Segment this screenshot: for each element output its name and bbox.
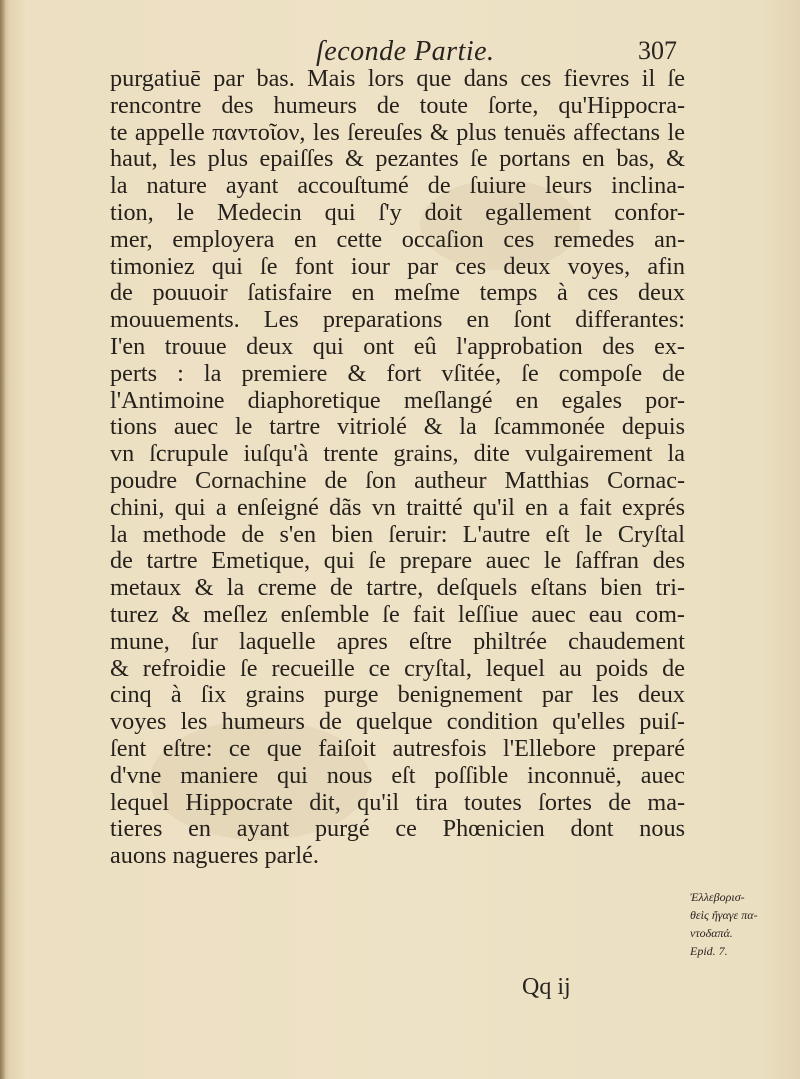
text-line: de pouuoir ſatisfaire en meſme temps à ces deux: [110, 279, 685, 307]
text-line: poudre Cornachine de ſon autheur Matthias Cornac-: [110, 466, 685, 494]
text-line: de tartre Emetique, qui ſe prepare auec le ſaffran des: [110, 547, 685, 575]
text-line: lequel Hippocrate dit, qu'il tira toutes ſortes de ma-: [110, 788, 685, 816]
page-edge-shadow: [0, 0, 6, 1079]
text-line: purgatiuē par bas. Mais lors que dans ces fievres il ſe: [110, 65, 685, 92]
text-line: metaux & la creme de tartre, deſquels eſtans bien tri-: [110, 574, 685, 602]
text-line: turez & meſlez enſemble ſe fait leſſiue auec eau com-: [110, 600, 685, 628]
text-line: la methode de s'en bien ſeruir: L'autre eſt le Cryſtal: [110, 520, 685, 548]
text-line: voyes les humeurs de quelque condition qu'elles puiſ-: [110, 708, 685, 736]
text-line: mer, employera en cette occaſion ces remedes an-: [110, 225, 685, 253]
text-line: chini, qui a enſeigné dãs vn traitté qu'il en a fait exprés: [110, 493, 685, 521]
running-head: ſeconde Partie.: [316, 36, 495, 67]
text-line: I'en trouue deux qui ont eû l'approbation des ex-: [110, 332, 685, 360]
text-line: auons nagueres parlé.: [110, 842, 319, 870]
text-line: tions auec le tartre vitriolé & la ſcammonée depuis: [110, 413, 685, 441]
text-line: d'vne maniere qui nous eſt poſſible inconnuë, auec: [110, 761, 685, 789]
body-text: [110, 66, 685, 870]
marginal-note: [690, 888, 798, 960]
marginal-note-line: Ἐλλεβορισ-: [690, 890, 745, 904]
text-line: ſent eſtre: ce que faiſoit autresfois l'Ellebore preparé: [110, 734, 685, 762]
text-line: haut, les plus epaiſſes & pezantes ſe portans en bas, &: [110, 145, 685, 173]
text-line: perts : la premiere & fort vſitée, ſe compoſe de: [110, 359, 685, 387]
text-line: cinq à ſix grains purge benignement par les deux: [110, 681, 685, 709]
text-line: te appelle παντοῖον, les ſereuſes & plus tenuës affectans le: [110, 118, 685, 146]
text-line: & refroidie ſe recueille ce cryſtal, lequel au poids de: [110, 654, 685, 682]
text-line: l'Antimoine diaphoretique meſlangé en egales por-: [110, 386, 685, 414]
text-line: rencontre des humeurs de toute ſorte, qu'Hippocra-: [110, 91, 685, 119]
marginal-note-line: ντοδαπά.: [690, 926, 733, 940]
text-line: tion, le Medecin qui ſ'y doit egallement confor-: [110, 198, 685, 226]
text-line: vn ſcrupule iuſqu'à trente grains, dite vulgairement la: [110, 440, 685, 468]
text-line: timoniez qui ſe font iour par ces deux voyes, afin: [110, 252, 685, 280]
page-number: 307: [638, 36, 677, 65]
marginal-note-line: θεὶς ἤγαγε πα-: [690, 908, 758, 922]
text-line: tieres en ayant purgé ce Phœnicien dont nous: [110, 815, 685, 843]
text-line: mouuements. Les preparations en ſont differantes:: [110, 306, 685, 334]
text-line: la nature ayant accouſtumé de ſuiure leurs inclina-: [110, 172, 685, 200]
marginal-note-line: Epid. 7.: [690, 944, 728, 958]
signature-mark: Qq ij: [522, 974, 571, 1000]
text-line: mune, ſur laquelle apres eſtre philtrée chaudement: [110, 627, 685, 655]
